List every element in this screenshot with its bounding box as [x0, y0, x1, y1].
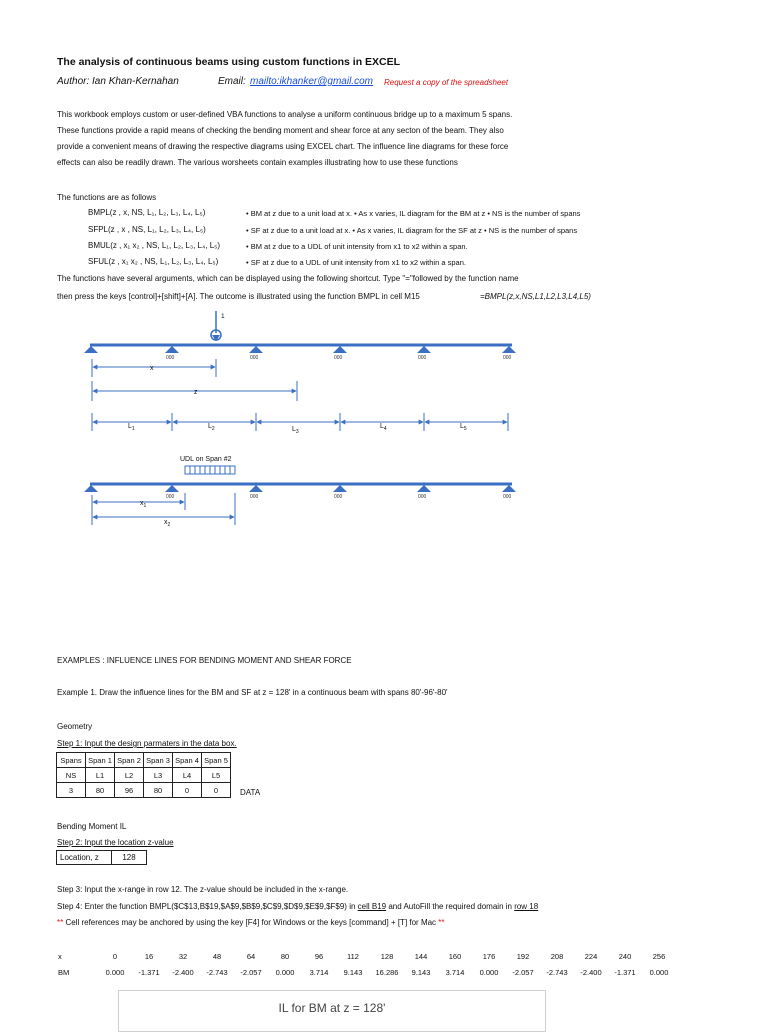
svg-text:000: 000 [166, 494, 175, 500]
table-cell[interactable]: 80 [86, 783, 115, 798]
bm-value-cell[interactable]: 0.000 [275, 968, 295, 977]
span-label-4: $L_4$ [380, 423, 387, 432]
shortcut-note-1: The functions have several arguments, which can be displayed using the following shortcut. Type "="followed by the function name [57, 274, 519, 283]
roller-support-icon [502, 485, 516, 492]
step-3-instruction: Step 3: Input the x-range in row 12. The z-value should be included in the x-range. [57, 885, 349, 894]
udl-label: UDL on Span #2 [180, 456, 232, 463]
cell-reference-note: ** Cell references may be anchored by using the key [F4] for Windows or the keys [command] + [T] for Mac ** [57, 918, 445, 927]
function-description-bmul: • BM at z due to a UDL of unit intensity from x1 to x2 within a span. [246, 242, 468, 251]
table-row [57, 768, 231, 783]
bm-value-cell[interactable]: 9.143 [411, 968, 431, 977]
svg-text:000: 000 [166, 355, 175, 361]
point-load-label: 1 [221, 313, 225, 320]
x-value-cell[interactable]: 48 [212, 952, 222, 961]
svg-text:000: 000 [334, 494, 343, 500]
span-label-5: $L_5$ [460, 423, 467, 432]
location-input-box [56, 850, 147, 865]
intro-line-3: provide a convenient means of drawing the respective diagrams using EXCEL chart. The influence line diagrams for these force [57, 142, 509, 151]
x-value-cell[interactable]: 128 [380, 952, 394, 961]
table-cell[interactable]: L3 [144, 768, 173, 783]
table-cell[interactable]: 0 [202, 783, 231, 798]
table-cell[interactable]: 3 [57, 783, 86, 798]
step-2-instruction: Step 2: Input the location z-value [57, 838, 174, 847]
table-cell[interactable]: 96 [115, 783, 144, 798]
bm-value-cell[interactable]: 0.000 [649, 968, 669, 977]
table-cell[interactable]: L5 [202, 768, 231, 783]
svg-text:000: 000 [418, 355, 427, 361]
bm-value-cell[interactable]: -1.371 [138, 968, 160, 977]
table-cell[interactable]: L2 [115, 768, 144, 783]
table-cell[interactable]: 80 [144, 783, 173, 798]
bm-value-cell[interactable]: -2.057 [512, 968, 534, 977]
intro-line-2: These functions provide a rapid means of checking the bending moment and shear force at any secton of the beam. They also [57, 126, 504, 135]
pin-support-icon [84, 346, 98, 353]
bm-value-cell[interactable]: -2.057 [240, 968, 262, 977]
chart-title: IL for BM at z = 128' [278, 1001, 386, 1015]
intro-line-4: effects can also be readily drawn. The various worsheets contain examples illustrating how to use these functions [57, 158, 458, 167]
x-value-cell[interactable]: 64 [246, 952, 256, 961]
bm-value-cell[interactable]: -1.371 [614, 968, 636, 977]
author-line: Author: Ian Khan-Kernahan [57, 76, 179, 87]
bm-values-row [58, 968, 676, 977]
bm-row-label: BM [58, 968, 70, 977]
roller-support-icon [249, 346, 263, 353]
svg-text:000: 000 [418, 494, 427, 500]
function-description-bmpl: • BM at z due to a unit load at x. • As x varies, IL diagram for the BM at z • NS is the number of spans [246, 209, 581, 218]
formula-example: =BMPL(z,x,NS,L1,L2,L3,L4,L5) [480, 292, 591, 301]
bm-value-cell[interactable]: -2.743 [206, 968, 228, 977]
roller-support-icon [333, 485, 347, 492]
roller-support-icon [165, 485, 179, 492]
span-dimensions [92, 413, 508, 435]
table-row [57, 753, 231, 768]
bm-value-cell[interactable]: 0.000 [105, 968, 125, 977]
roller-support-icon [417, 485, 431, 492]
bm-value-cell[interactable]: -2.400 [172, 968, 194, 977]
roller-support-icon [333, 346, 347, 353]
cell-b19-link[interactable]: cell B19 [357, 902, 387, 911]
svg-text:000: 000 [503, 355, 512, 361]
svg-text:000: 000 [503, 494, 512, 500]
x-value-cell[interactable]: 208 [550, 952, 564, 961]
table-cell[interactable]: NS [57, 768, 86, 783]
function-signature-sful: SFUL(z , x₁ x₂ , NS, L₁, L₂, L₃, L₄, L₅) [88, 257, 219, 266]
x2-label: $x_2$ [164, 519, 171, 528]
x-value-cell[interactable]: 96 [314, 952, 324, 961]
bm-value-cell[interactable]: 9.143 [343, 968, 363, 977]
svg-text:000: 000 [334, 355, 343, 361]
x-value-cell[interactable]: 0 [112, 952, 118, 961]
step-1-instruction: Step 1: Input the design parmaters in the data box. [57, 739, 237, 748]
email-label: Email: [218, 76, 246, 87]
span-data-table [56, 752, 231, 798]
bm-value-cell[interactable]: 3.714 [445, 968, 465, 977]
x-values-row [58, 952, 676, 961]
x-row-label: x [58, 952, 62, 961]
x-value-cell[interactable]: 32 [178, 952, 188, 961]
table-cell[interactable]: L4 [173, 768, 202, 783]
function-signature-bmul: BMUL(z , x₁ x₂ , NS, L₁, L₂, L₃, L₄, L₅) [88, 241, 221, 250]
x-value-cell[interactable]: 160 [448, 952, 462, 961]
z-dimension-label: z [194, 389, 198, 396]
document-title: The analysis of continuous beams using custom functions in EXCEL [57, 56, 401, 68]
location-label: Location, z [57, 851, 112, 864]
table-cell[interactable]: L1 [86, 768, 115, 783]
span-label-1: $L_1$ [128, 423, 135, 432]
table-header-cell[interactable]: Span 1 [86, 753, 115, 768]
span-label-3: $L_3$ [292, 426, 299, 435]
location-value-cell[interactable]: 128 [122, 853, 136, 862]
bm-value-cell[interactable]: 3.714 [309, 968, 329, 977]
x-value-cell[interactable]: 80 [280, 952, 290, 961]
function-description-sful: • SF at z due to a UDL of unit intensity from x1 to x2 within a span. [246, 258, 466, 267]
continuous-beam-udl [84, 484, 516, 500]
step-4-instruction: Step 4: Enter the function BMPL($C$13,B$19,$A$9,$B$9,$C$9,$D$9,$E$9,$F$9) in cell B19 and AutoFill the required domain in row 18 [57, 902, 539, 911]
roller-support-icon [249, 485, 263, 492]
roller-support-icon [502, 346, 516, 353]
table-cell[interactable]: 0 [173, 783, 202, 798]
bm-value-cell[interactable]: 0.000 [479, 968, 499, 977]
geometry-heading: Geometry [57, 722, 93, 731]
example-1-description: Example 1. Draw the influence lines for the BM and SF at z = 128' in a continuous beam with spans 80'-96'-80' [57, 688, 448, 697]
bm-value-cell[interactable]: -2.743 [546, 968, 568, 977]
il-chart[interactable] [118, 990, 546, 1032]
x-value-cell[interactable]: 224 [584, 952, 598, 961]
bending-moment-il-heading: Bending Moment IL [57, 822, 127, 831]
roller-support-icon [165, 346, 179, 353]
table-header-cell[interactable]: Span 3 [144, 753, 173, 768]
shortcut-note-2: then press the keys [control]+[shift]+[A]. The outcome is illustrated using the function BMPL in cell M15 [57, 292, 420, 301]
row-18-link[interactable]: row 18 [514, 902, 539, 911]
beam-diagram [0, 305, 768, 535]
x-dimension-label: x [150, 365, 154, 372]
request-copy-link[interactable]: Request a copy of the spreadsheet [384, 78, 509, 87]
span-label-2: $L_2$ [208, 423, 215, 432]
function-signature-bmpl: BMPL(z , x, NS, L₁, L₂, L₃, L₄, L₅) [88, 208, 206, 217]
x-value-cell[interactable]: 176 [482, 952, 496, 961]
data-tag: DATA [240, 788, 261, 797]
continuous-beam-point-load [84, 311, 516, 361]
x-value-cell[interactable]: 240 [618, 952, 632, 961]
table-header-cell[interactable]: Span 5 [202, 753, 231, 768]
x-value-cell[interactable]: 144 [414, 952, 428, 961]
table-header-cell[interactable]: Span 4 [173, 753, 202, 768]
x-value-cell[interactable]: 256 [652, 952, 666, 961]
function-signature-sfpl: SFPL(z , x , NS, L₁, L₂, L₃, L₄, L₅) [88, 225, 206, 234]
roller-support-icon [417, 346, 431, 353]
udl-load-icon [185, 466, 235, 474]
svg-text:000: 000 [250, 494, 259, 500]
table-header-cell[interactable]: Spans [57, 753, 86, 768]
examples-heading: EXAMPLES : INFLUENCE LINES FOR BENDING MOMENT AND SHEAR FORCE [57, 656, 352, 665]
x1-label: $x_1$ [140, 500, 147, 509]
functions-heading: The functions are as follows [57, 193, 157, 202]
table-header-cell[interactable]: Span 2 [115, 753, 144, 768]
email-link[interactable]: mailto:ikhanker@gmail.com [250, 76, 373, 87]
x-value-cell[interactable]: 16 [144, 952, 154, 961]
bm-value-cell[interactable]: -2.400 [580, 968, 602, 977]
table-row [57, 783, 231, 798]
intro-line-1: This workbook employs custom or user-defined VBA functions to analyse a uniform continuous bridge up to a maximum 5 spans. [57, 110, 513, 119]
function-description-sfpl: • SF at z due to a unit load at x. • As x varies, IL diagram for the SF at z • NS is the number of spans [246, 226, 578, 235]
x-value-cell[interactable]: 112 [347, 952, 359, 961]
x-value-cell[interactable]: 192 [516, 952, 530, 961]
svg-text:000: 000 [250, 355, 259, 361]
pin-support-icon [84, 485, 98, 492]
bm-value-cell[interactable]: 16.286 [375, 968, 399, 977]
